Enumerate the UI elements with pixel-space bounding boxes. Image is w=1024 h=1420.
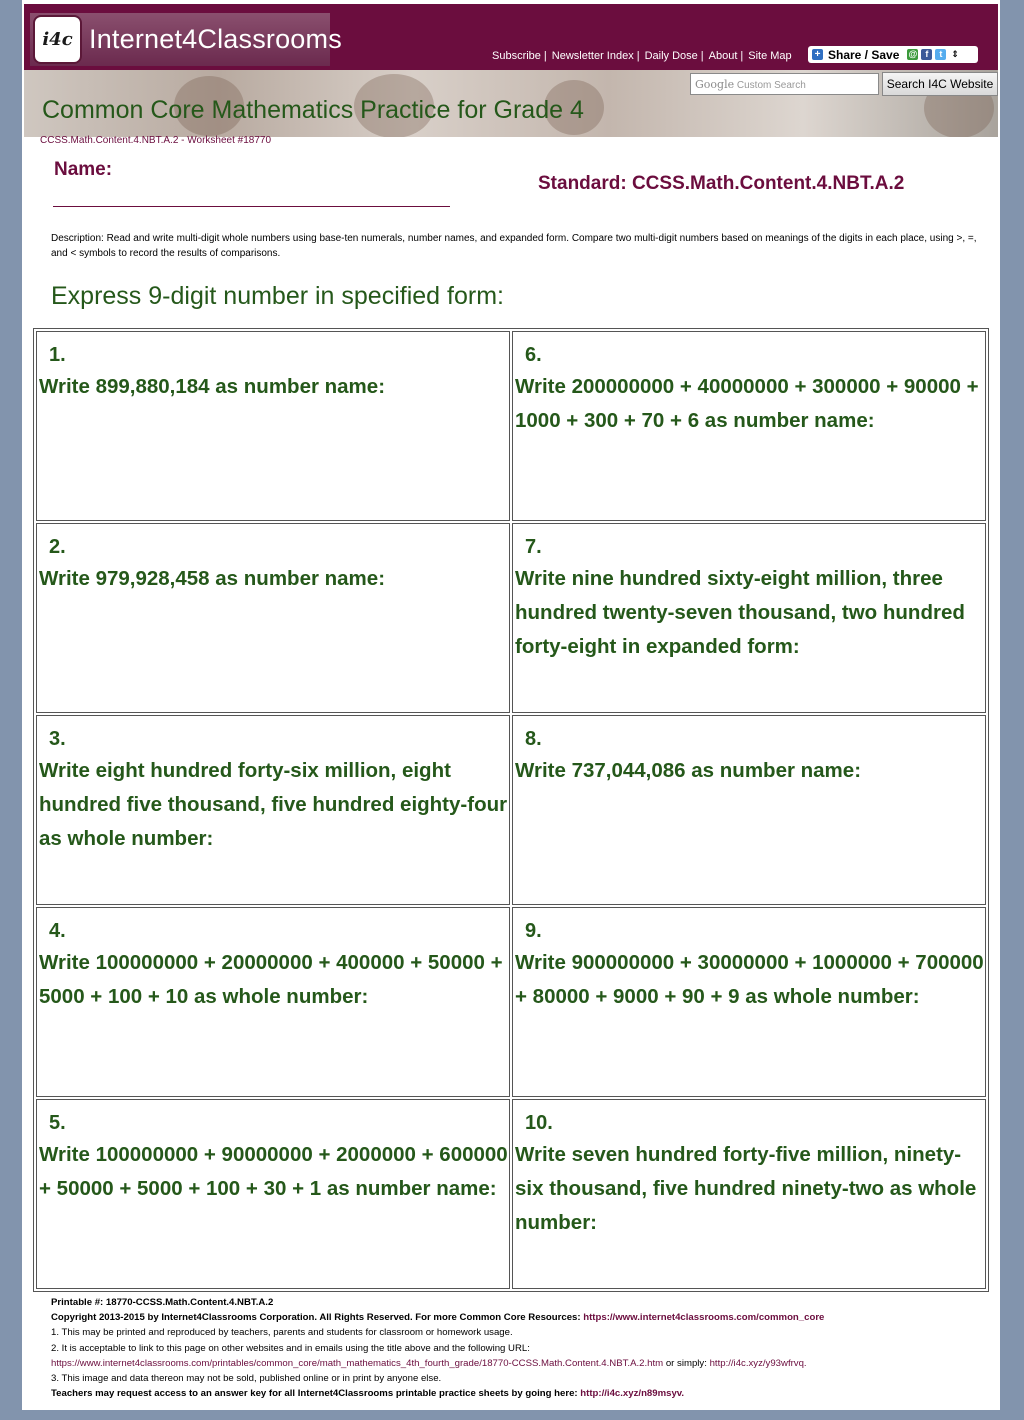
worksheet-code: CCSS.Math.Content.4.NBT.A.2 - Worksheet #18770	[40, 135, 272, 146]
url-or-text: or simply:	[665, 1357, 707, 1369]
custom-search-input[interactable]	[690, 73, 879, 95]
question-cell	[512, 1099, 986, 1289]
question-cell	[512, 715, 986, 905]
question-grid	[33, 328, 989, 1292]
question-text: Write 100000000 + 20000000 + 400000 + 50000 + 5000 + 100 + 10 as whole number:	[39, 951, 503, 1008]
question-number: 2.	[49, 536, 66, 558]
short-url-link[interactable]: http://i4c.xyz/y93wfrvq.	[709, 1357, 807, 1369]
share-email-icon[interactable]: @	[908, 49, 918, 59]
copyright-text: Copyright 2013-2015 by Internet4Classrooms Corporation. All Rights Reserved. For more Common Core Resources:	[51, 1312, 581, 1324]
question-text: Write 899,880,184 as number name:	[39, 375, 386, 398]
nav-daily-dose-link[interactable]: Daily Dose	[644, 50, 698, 62]
question-text: Write 979,928,458 as number name:	[39, 567, 386, 590]
top-navigation: Subscribe | Newsletter Index | Daily Dose | About | Site Map	[492, 50, 792, 62]
usage-note-2: 2. It is acceptable to link to this page on other websites and in emails using the title above and the following URL:	[51, 1342, 530, 1354]
question-text: Write seven hundred forty-five million, ninety-six thousand, five hundred ninety-two as whole number:	[515, 1143, 977, 1234]
usage-note-3: 3. This image and data thereon may not be sold, published online or in print by anyone else.	[51, 1373, 442, 1385]
standard-description: Description: Read and write multi-digit whole numbers using base-ten numerals, number names, and expanded form. Compare two multi-digit numbers based on meanings of the digits in each place, using >, =, and < symbols to record the results of comparisons.	[51, 233, 977, 259]
nav-site-map-link[interactable]: Site Map	[748, 50, 792, 62]
question-number: 10.	[525, 1112, 553, 1134]
nav-newsletter-index-link[interactable]: Newsletter Index	[551, 50, 634, 62]
share-plus-icon: +	[812, 49, 823, 60]
header-bar	[24, 4, 998, 70]
standard-label: Standard: CCSS.Math.Content.4.NBT.A.2	[538, 173, 905, 194]
question-cell	[512, 331, 986, 521]
question-number: 6.	[525, 344, 542, 366]
site-header	[24, 4, 998, 137]
nav-about-link[interactable]: About	[708, 50, 738, 62]
worksheet-page	[22, 0, 1000, 1410]
printable-number: Printable #: 18770-CCSS.Math.Content.4.NBT.A.2	[51, 1297, 274, 1308]
search-site-button[interactable]: Search I4C Website	[882, 72, 998, 96]
question-cell	[512, 907, 986, 1097]
question-text: Write 100000000 + 90000000 + 2000000 + 600000 + 50000 + 5000 + 100 + 30 + 1 as number name:	[39, 1143, 508, 1200]
question-number: 3.	[49, 728, 66, 750]
name-write-line	[53, 206, 450, 207]
answer-key-text: Teachers may request access to an answer key for all Internet4Classrooms printable practice sheets by going here:	[51, 1388, 578, 1400]
share-label: Share / Save	[828, 47, 900, 62]
worksheet-url-link[interactable]: https://www.internet4classrooms.com/printables/common_core/math_mathematics_4th_fourth_grade/18770-CCSS.Math.Content.4.NBT.A.2.htm	[51, 1357, 664, 1369]
worksheet-instruction: Express 9-digit number in specified form:	[51, 282, 504, 310]
question-text: Write 200000000 + 40000000 + 300000 + 90000 + 1000 + 300 + 70 + 6 as number name:	[515, 375, 979, 432]
answer-key-link[interactable]: http://i4c.xyz/n89msyv.	[580, 1388, 685, 1400]
question-number: 4.	[49, 920, 66, 942]
twitter-icon[interactable]: t	[935, 49, 946, 60]
question-text: Write 737,044,086 as number name:	[515, 759, 862, 782]
name-label: Name:	[54, 159, 113, 180]
question-text: Write nine hundred sixty-eight million, three hundred twenty-seven thousand, two hundred forty-eight in expanded form:	[515, 567, 965, 658]
question-cell	[36, 523, 510, 713]
page-title: Common Core Mathematics Practice for Grade 4	[42, 96, 584, 124]
question-number: 8.	[525, 728, 542, 750]
question-cell	[36, 1099, 510, 1289]
usage-note-1: 1. This may be printed and reproduced by teachers, parents and students for classroom or homework usage.	[51, 1327, 513, 1339]
facebook-icon[interactable]: f	[921, 49, 932, 60]
question-number: 5.	[49, 1112, 66, 1134]
logo-emblem: i4c	[33, 15, 82, 64]
logo-text: Internet4Classrooms	[89, 24, 342, 54]
question-number: 9.	[525, 920, 542, 942]
question-number: 1.	[49, 344, 66, 366]
search-placeholder: Custom Search	[736, 80, 806, 91]
worksheet-footer	[51, 1295, 996, 1401]
question-text: Write eight hundred forty-six million, eight hundred five thousand, five hundred eighty-four as whole number:	[39, 759, 508, 850]
site-logo[interactable]	[30, 13, 342, 66]
question-number: 7.	[525, 536, 542, 558]
question-cell	[512, 523, 986, 713]
nav-subscribe-link[interactable]: Subscribe	[492, 50, 541, 62]
question-text: Write 900000000 + 30000000 + 1000000 + 700000 + 80000 + 9000 + 90 + 9 as whole number:	[515, 951, 984, 1008]
question-cell	[36, 331, 510, 521]
share-more-arrows-icon[interactable]: ⇕	[951, 49, 959, 59]
share-save-button[interactable]	[808, 46, 978, 63]
google-logo: Google	[695, 78, 735, 91]
question-cell	[36, 907, 510, 1097]
common-core-resources-link[interactable]: https://www.internet4classrooms.com/common_core	[583, 1312, 825, 1324]
question-cell	[36, 715, 510, 905]
